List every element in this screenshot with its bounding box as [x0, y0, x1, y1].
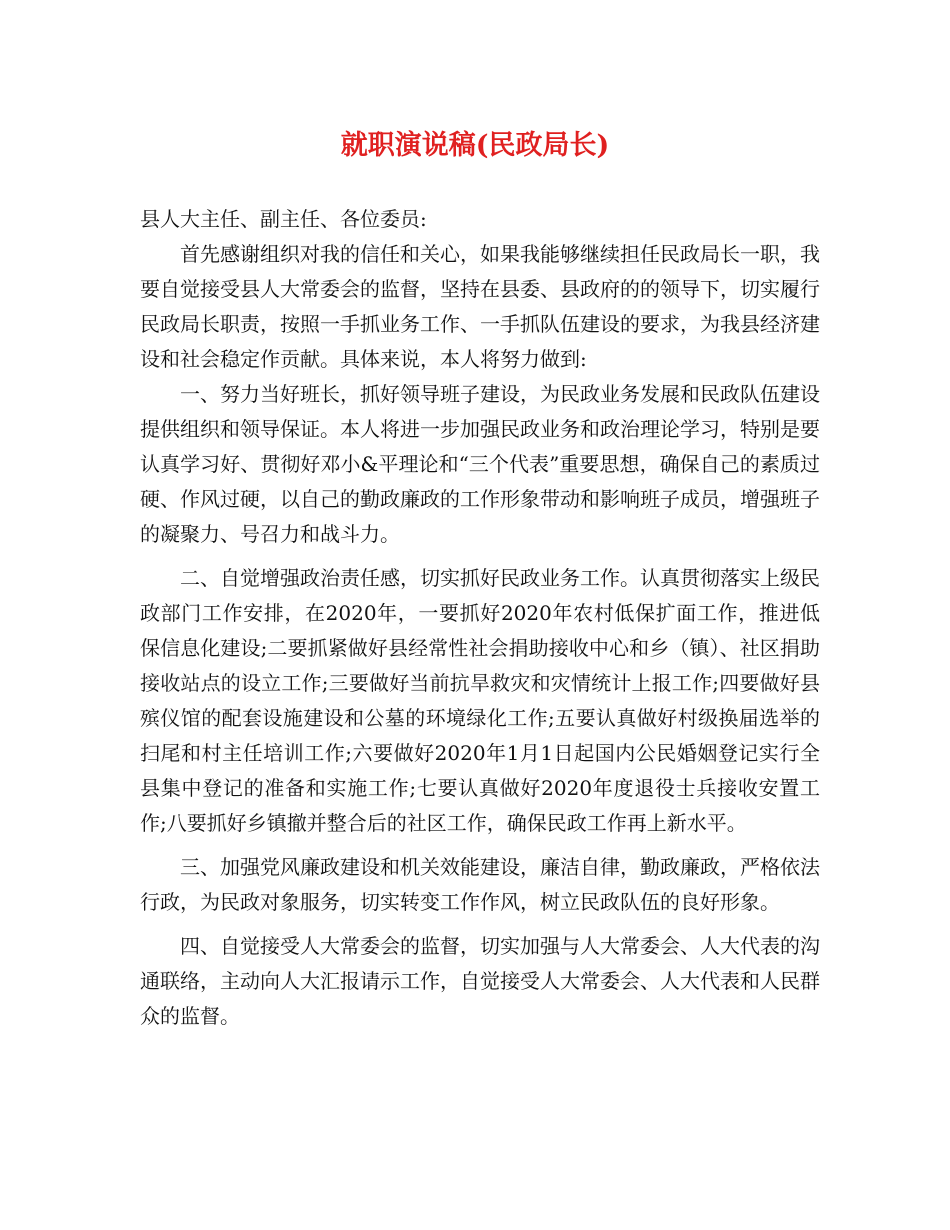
paragraph-one: 一、努力当好班长，抓好领导班子建设，为民政业务发展和民政队伍建设提供组织和领导保证。本人将进一步加强民政业务和政治理论学习，特别是要认真学习好、贯彻好邓小&平理论和“三个代表”重要思想，确保自己的素质过硬、作风过硬，以自己的勤政廉政的工作形象带动和影响班子成员，增强班子的凝聚力、号召力和战斗力。	[140, 382, 820, 546]
document-body	[140, 202, 820, 1034]
page-title: 就职演说稿(民政局长)	[340, 130, 610, 161]
paragraph-two: 二、自觉增强政治责任感，切实抓好民政业务工作。认真贯彻落实上级民政部门工作安排，在2020年，一要抓好2020年农村低保扩面工作，推进低保信息化建设;二要抓紧做好县经常性社会捐助接收中心和乡（镇）、社区捐助接收站点的设立工作;三要做好当前抗旱救灾和灾情统计上报工作;四要做好县殡仪馆的配套设施建设和公墓的环境绿化工作;五要认真做好村级换届选举的扫尾和村主任培训工作;六要做好2020年1月1日起国内公民婚姻登记实行全县集中登记的准备和实施工作;七要认真做好2020年度退役士兵接收安置工作;八要抓好乡镇撤并整合后的社区工作，确保民政工作再上新水平。	[140, 566, 820, 835]
paragraph-four: 四、自觉接受人大常委会的监督，切实加强与人大常委会、人大代表的沟通联络，主动向人大汇报请示工作，自觉接受人大常委会、人大代表和人民群众的监督。	[140, 934, 820, 1028]
paragraph-intro: 首先感谢组织对我的信任和关心，如果我能够继续担任民政局长一职，我要自觉接受县人大常委会的监督，坚持在县委、县政府的的领导下，切实履行民政局长职责，按照一手抓业务工作、一手抓队伍建设的要求，为我县经济建设和社会稳定作贡献。具体来说，本人将努力做到:	[140, 242, 820, 371]
paragraph-three: 三、加强党风廉政建设和机关效能建设，廉洁自律，勤政廉政，严格依法行政，为民政对象服务，切实转变工作作风，树立民政队伍的良好形象。	[140, 855, 820, 914]
salutation: 县人大主任、副主任、各位委员:	[140, 207, 427, 231]
